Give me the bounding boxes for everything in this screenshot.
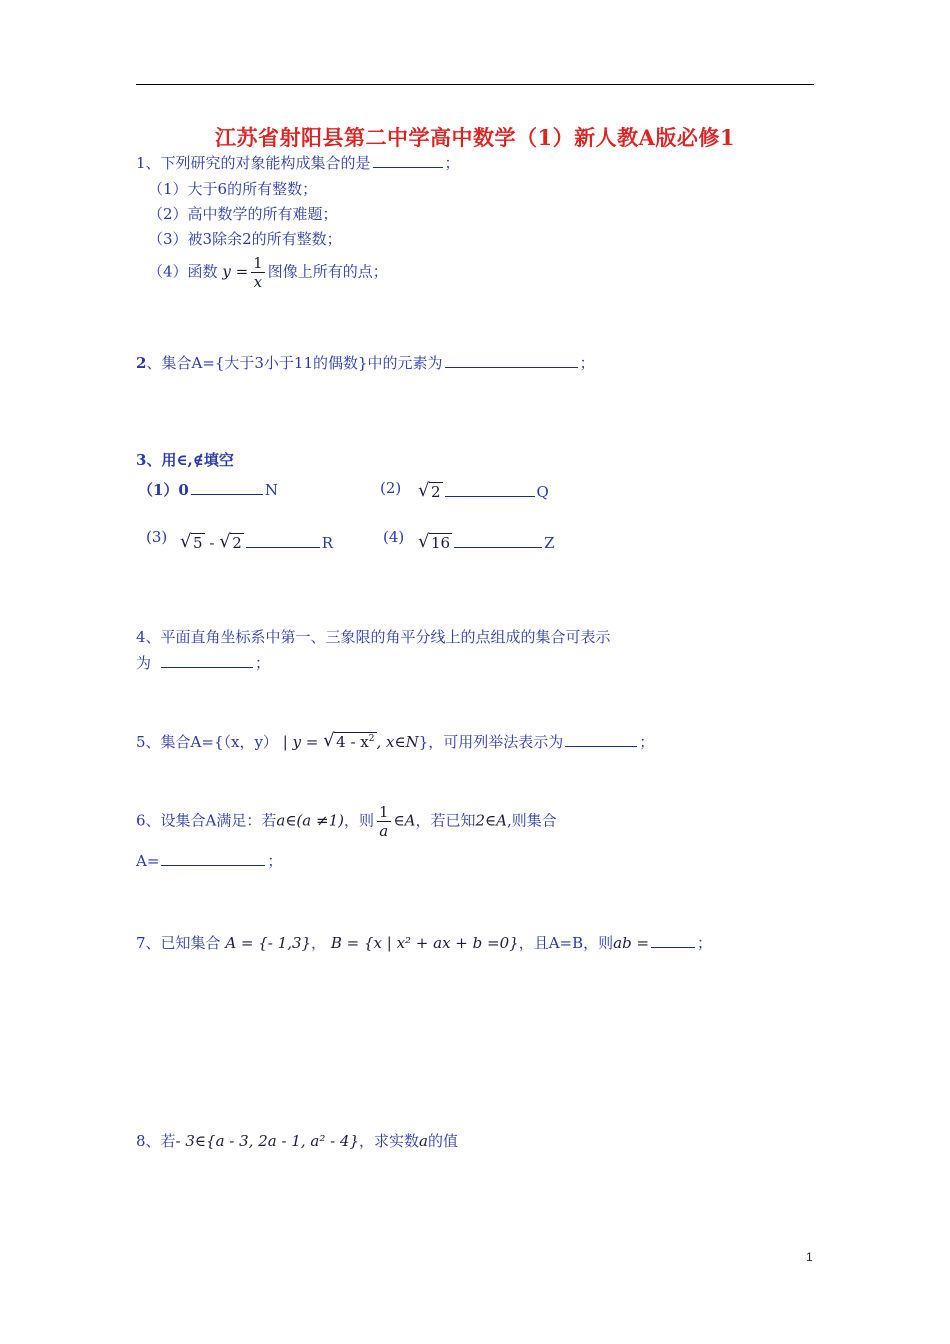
q5-post: }，可用列举法表示为 [418, 733, 564, 751]
q8-post: ，求实数 [359, 1132, 420, 1150]
set-bar: | [282, 733, 288, 751]
q6-two-in-a: 2∈A [475, 811, 507, 830]
q3-number: 3 [136, 451, 147, 469]
q2-blank[interactable] [445, 353, 578, 368]
q1-item-3: （3）被3除余2的所有整数； [148, 230, 342, 248]
q5-blank[interactable] [565, 732, 637, 747]
q7-ab: ab = [613, 934, 650, 952]
function-lhs: y = [222, 262, 249, 281]
q4-end: ； [255, 654, 271, 672]
q7-separator: ， [311, 934, 327, 952]
sqrt-2: √ 2 [418, 480, 441, 501]
q7-blank[interactable] [651, 933, 695, 948]
q3-part-4-label: (4) [383, 528, 405, 546]
radicand: 16 [431, 534, 451, 552]
fraction-numerator: 1 [378, 803, 389, 821]
exponent: 2 [368, 734, 375, 744]
q3-part-3-label: (3) [146, 528, 168, 546]
radicand [334, 732, 376, 751]
q6-mid: ，则 [343, 811, 374, 830]
q2-number: 2 [136, 354, 147, 372]
q7-pre: 7、已知集合 [136, 934, 221, 952]
q6-pre: 6、设集合A满足：若 [136, 811, 277, 830]
q8-variable: a [419, 1132, 428, 1150]
radicand: 5 [193, 534, 203, 552]
q3-stem: 、用∈,∉填空 [146, 451, 234, 469]
q1-stem: 1、下列研究的对象能构成集合的是 [136, 154, 371, 172]
sqrt-2: √ 2 [219, 531, 242, 552]
q5-lhs: y = [292, 733, 319, 751]
q7-set-b: B = {x | x² + ax + b =0} [330, 934, 519, 952]
q6-fraction [377, 803, 391, 840]
q3-part-2 [418, 482, 549, 501]
q3-part-1 [138, 479, 278, 500]
q2-end: ； [579, 354, 595, 372]
q3-p4-blank[interactable] [454, 533, 542, 548]
radicand-text: 4 - x [336, 733, 369, 751]
q5-tail: , x∈N [376, 733, 419, 751]
page-number: 1 [806, 1250, 813, 1264]
question-1 [136, 152, 460, 173]
sqrt-16: √ 16 [418, 531, 451, 552]
sqrt-4-minus-x2: √ $4 - x^2$ [323, 730, 375, 751]
q8-pre: 8、若 [136, 1132, 176, 1150]
q3-p4-set: Z [544, 534, 555, 552]
q3-p2-set: Q [536, 483, 549, 501]
q3-part-3 [180, 533, 333, 552]
q3-p1-blank[interactable] [191, 480, 263, 495]
q3-part-2-label: (2) [380, 479, 402, 497]
question-6 [136, 803, 557, 840]
q7-mid: ，且A=B，则 [518, 934, 614, 952]
question-8 [136, 1130, 458, 1151]
question-4-line-2 [136, 652, 270, 673]
q1-item4-post: 图像上所有的点； [267, 262, 388, 281]
q3-p3-set: R [321, 534, 334, 552]
q1-item-4 [148, 254, 388, 291]
q6-condition: a∈(a ≠1) [276, 811, 344, 830]
question-2 [136, 352, 595, 373]
q3-p1-set: N [264, 481, 278, 499]
function-fraction [251, 254, 265, 291]
q6-in-a: ∈A [393, 811, 416, 830]
q8-expression: - 3∈{a - 3, 2a - 1, a² - 4} [175, 1132, 360, 1150]
question-4-line-1: 4、平面直角坐标系中第一、三象限的角平分线上的点组成的集合可表示 [136, 628, 611, 646]
q7-end: ； [697, 934, 713, 952]
fraction-denominator: a [379, 822, 389, 840]
q1-item4-pre: （4）函数 [148, 262, 218, 281]
question-3 [136, 449, 234, 470]
q4-blank[interactable] [161, 653, 253, 668]
q5-end: ； [639, 733, 655, 751]
fraction-denominator: x [253, 273, 263, 291]
q3-p3-blank[interactable] [246, 533, 320, 548]
q3-p2-blank[interactable] [445, 482, 535, 497]
q6-post: ,则集合 [506, 811, 557, 830]
q4-line2-text: 为 [136, 654, 152, 672]
q6-mid2: ，若已知 [415, 811, 476, 830]
q6-end: ； [267, 852, 283, 870]
question-7 [136, 932, 712, 953]
header-rule [136, 84, 814, 85]
q3-p1-label: （1）0 [138, 481, 189, 499]
minus-sign: - [209, 534, 215, 552]
radicand: 2 [431, 483, 441, 501]
q5-pre: 5、集合A={（x，y） [136, 733, 278, 751]
question-5 [136, 731, 654, 752]
fraction-numerator: 1 [253, 254, 263, 272]
q3-part-4 [418, 533, 555, 552]
q1-blank[interactable] [373, 153, 443, 168]
q8-end: 的值 [428, 1132, 459, 1150]
q6-line2-text: A= [136, 852, 160, 870]
q1-item-2: （2）高中数学的所有难题； [148, 205, 338, 223]
sqrt-5: √ 5 [180, 531, 203, 552]
q2-stem: 、集合A={大于3小于11的偶数}中的元素为 [146, 354, 443, 372]
q7-set-a: A = {- 1,3} [225, 934, 312, 952]
radicand: 2 [232, 534, 242, 552]
q6-blank[interactable] [161, 851, 265, 866]
q1-item-1: （1）大于6的所有整数； [148, 180, 318, 198]
question-6-line-2 [136, 850, 282, 871]
q1-end: ； [444, 154, 460, 172]
page-title: 江苏省射阳县第二中学高中数学（1）新人教A版必修1 [214, 125, 735, 150]
